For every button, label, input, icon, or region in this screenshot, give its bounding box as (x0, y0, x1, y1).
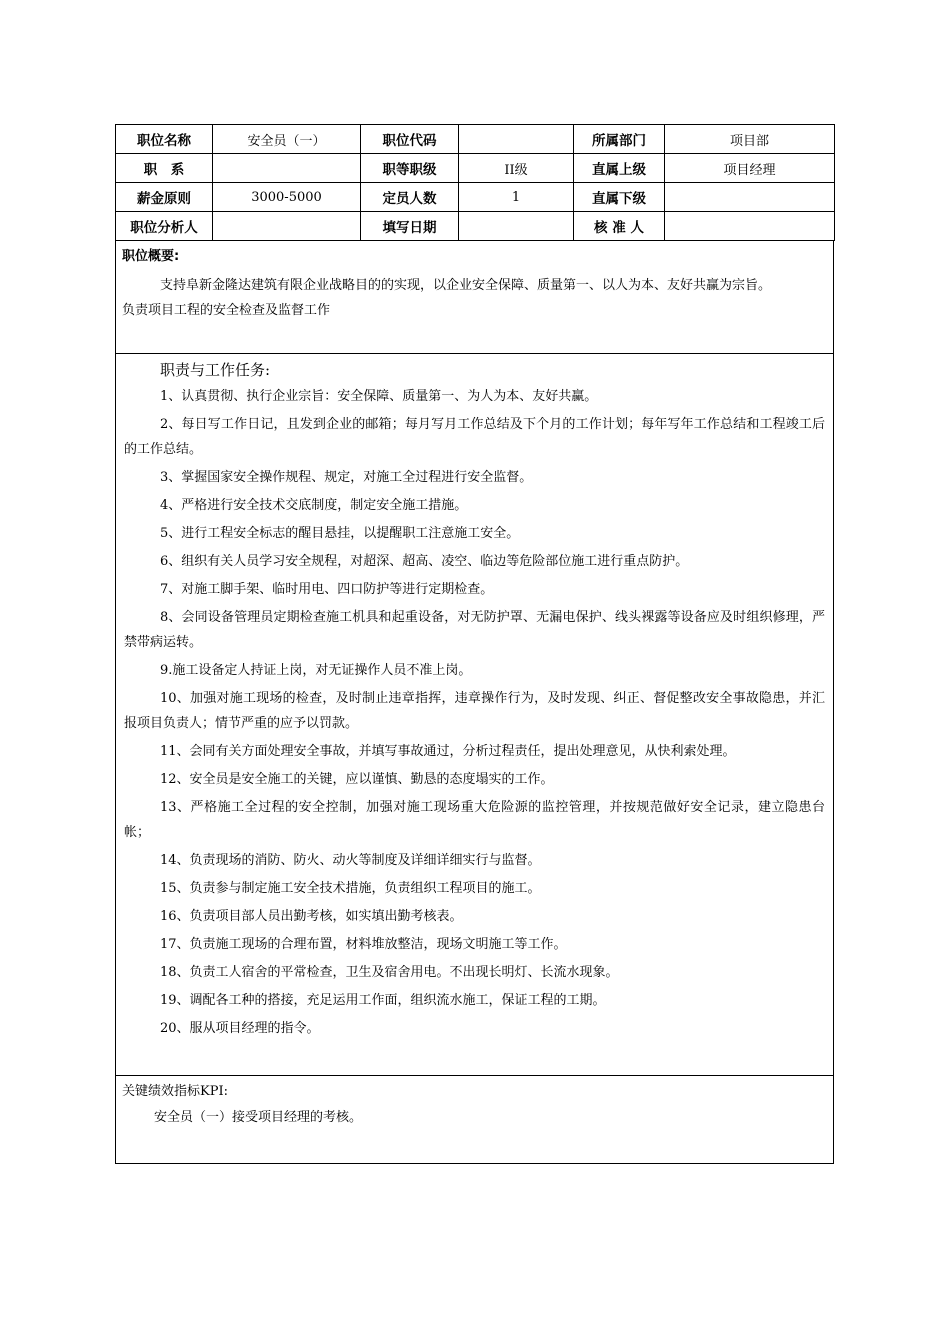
duty-item: 5、进行工程安全标志的醒目悬挂，以提醒职工注意施工安全。 (160, 526, 520, 541)
field-value: 项目部 (665, 125, 835, 154)
position-info-table (115, 124, 835, 241)
field-value (459, 212, 574, 241)
field-label: 职 系 (116, 154, 213, 183)
field-label: 薪金原则 (116, 183, 213, 212)
duty-item: 19、调配各工种的搭接，充足运用工作面，组织流水施工，保证工程的工期。 (160, 993, 606, 1008)
field-value (213, 154, 361, 183)
field-label: 核 准 人 (574, 212, 665, 241)
duties-heading: 职责与工作任务: (160, 361, 271, 379)
field-value (459, 125, 574, 154)
duty-item: 14、负责现场的消防、防火、动火等制度及详细详细实行与监督。 (160, 853, 541, 868)
duty-item: 1、认真贯彻、执行企业宗旨：安全保障、质量第一、为人为本、友好共赢。 (160, 389, 598, 404)
duty-item: 17、负责施工现场的合理布置，材料堆放整洁，现场文明施工等工作。 (160, 937, 567, 952)
field-label: 职位代码 (361, 125, 459, 154)
summary-paragraph: 支持阜新金隆达建筑有限企业战略目的的实现，以企业安全保障、质量第一、以人为本、友好共赢为宗旨。 (160, 278, 772, 293)
field-value (213, 212, 361, 241)
duty-item: 8、会同设备管理员定期检查施工机具和起重设备，对无防护罩、无漏电保护、线头裸露等设备应及时组织修理，严禁带病运转。 (124, 610, 825, 650)
field-label: 职等职级 (361, 154, 459, 183)
info-row (116, 212, 835, 241)
field-value: 项目经理 (665, 154, 835, 183)
field-value (665, 183, 835, 212)
field-label: 职位分析人 (116, 212, 213, 241)
field-value: II级 (459, 154, 574, 183)
job-description-form (115, 124, 834, 1164)
duty-item: 10、加强对施工现场的检查，及时制止违章指挥，违章操作行为，及时发现、纠正、督促整改安全事故隐患，并汇报项目负责人；情节严重的应予以罚款。 (124, 691, 825, 731)
kpi-heading: 关键绩效指标KPI: (122, 1084, 228, 1099)
field-value: 安全员（一） (213, 125, 361, 154)
duties-section (115, 354, 834, 1076)
duty-item: 9.施工设备定人持证上岗，对无证操作人员不准上岗。 (160, 663, 472, 678)
duty-item: 2、每日写工作日记，且发到企业的邮箱；每月写月工作总结及下个月的工作计划；每年写年工作总结和工程竣工后的工作总结。 (124, 417, 825, 457)
info-row (116, 125, 835, 154)
position-summary-section (115, 241, 834, 354)
info-row (116, 154, 835, 183)
field-value (665, 212, 835, 241)
duty-item: 3、掌握国家安全操作规程、规定，对施工全过程进行安全监督。 (160, 470, 533, 485)
field-label: 填写日期 (361, 212, 459, 241)
duty-item: 13、严格施工全过程的安全控制，加强对施工现场重大危险源的监控管理，并按规范做好安全记录，建立隐患台帐； (124, 800, 825, 840)
kpi-text: 安全员（一）接受项目经理的考核。 (154, 1110, 363, 1125)
field-label: 直属下级 (574, 183, 665, 212)
field-label: 职位名称 (116, 125, 213, 154)
duty-item: 16、负责项目部人员出勤考核，如实填出勤考核表。 (160, 909, 463, 924)
duty-list (124, 384, 825, 1041)
summary-heading: 职位概要: (122, 249, 180, 264)
field-label: 定员人数 (361, 183, 459, 212)
summary-responsibility: 负责项目工程的安全检查及监督工作 (122, 303, 331, 318)
duty-item: 4、严格进行安全技术交底制度，制定安全施工措施。 (160, 498, 468, 513)
field-value: 3000-5000 (213, 183, 361, 212)
duty-item: 11、会同有关方面处理安全事故，并填写事故通过，分析过程责任，提出处理意见，从快利索处理。 (160, 744, 736, 759)
duty-item: 12、安全员是安全施工的关键，应以谨慎、勤恳的态度塌实的工作。 (160, 772, 554, 787)
field-value: 1 (459, 183, 574, 212)
info-row (116, 183, 835, 212)
duty-item: 20、服从项目经理的指令。 (160, 1021, 320, 1036)
duty-item: 7、对施工脚手架、临时用电、四口防护等进行定期检查。 (160, 582, 494, 597)
duty-item: 18、负责工人宿舍的平常检查，卫生及宿舍用电。不出现长明灯、长流水现象。 (160, 965, 619, 980)
field-label: 所属部门 (574, 125, 665, 154)
kpi-section (115, 1076, 834, 1164)
duty-item: 15、负责参与制定施工安全技术措施，负责组织工程项目的施工。 (160, 881, 541, 896)
position-info-body (116, 125, 835, 241)
duty-item: 6、组织有关人员学习安全规程，对超深、超高、凌空、临边等危险部位施工进行重点防护。 (160, 554, 689, 569)
field-label: 直属上级 (574, 154, 665, 183)
